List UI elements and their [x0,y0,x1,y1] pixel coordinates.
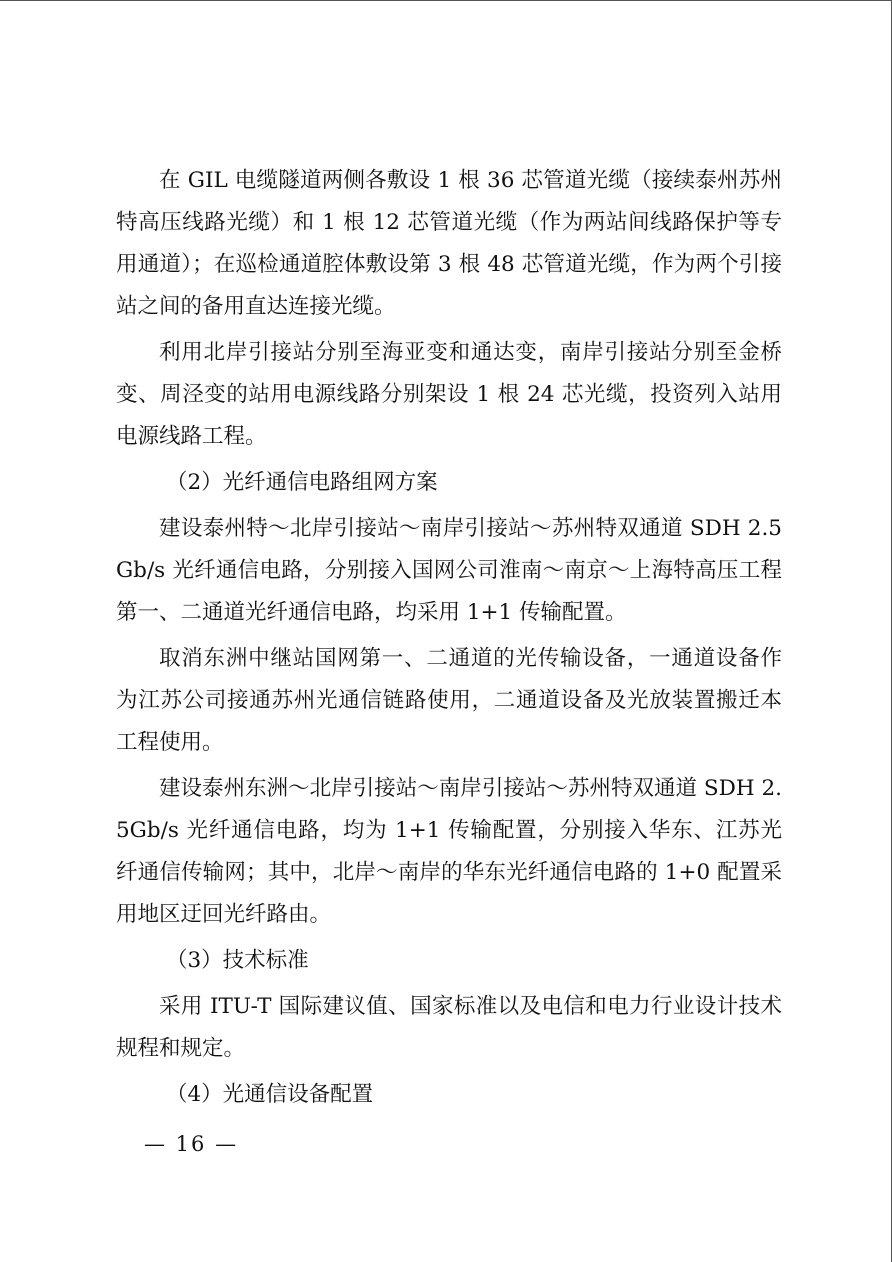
page-number: — 16 — [144,1132,239,1156]
paragraph-east-china-network: 建设泰州东洲～北岸引接站～南岸引接站～苏州特双通道 SDH 2.5Gb/s 光纤通信电路，均为 1+1 传输配置，分别接入华东、江苏光纤通信传输网；其中，北岸～南岸的华东光纤通信电路的 1+0 配置采用地区迂回光纤路由。 [116,776,782,927]
paragraph-gil-cable-layout: 在 GIL 电缆隧道两侧各敷设 1 根 36 芯管道光缆（接续泰州苏州特高压线路光缆）和 1 根 12 芯管道光缆（作为两站间线路保护等专用通道）；在巡检通道腔体敷设第 3 根 48 芯管道光缆，作为两个引接站之间的备用直达连接光缆。 [116,168,782,319]
document-body [116,160,782,1116]
scan-edge-top [0,0,892,1]
heading-technical-standards: （3）技术标准 [166,948,309,973]
paragraph-standards-text: 采用 ITU-T 国际建议值、国家标准以及电信和电力行业设计技术规程和规定。 [116,994,782,1061]
heading-network-scheme: （2）光纤通信电路组网方案 [166,470,438,495]
paragraph-sdh-dual-channel: 建设泰州特～北岸引接站～南岸引接站～苏州特双通道 SDH 2.5Gb/s 光纤通信电路，分别接入国网公司淮南～南京～上海特高压工程第一、二通道光纤通信电路，均采用 1+1 传输配置。 [116,516,782,625]
heading-equipment-config: （4）光通信设备配置 [166,1082,374,1107]
paragraph-station-power-cable: 利用北岸引接站分别至海亚变和通达变，南岸引接站分别至金桥变、周泾变的站用电源线路分别架设 1 根 24 芯光缆，投资列入站用电源线路工程。 [116,340,782,449]
paragraph-dongzhou-relay: 取消东洲中继站国网第一、二通道的光传输设备，一通道设备作为江苏公司接通苏州光通信链路使用，二通道设备及光放装置搬迁本工程使用。 [116,646,782,755]
